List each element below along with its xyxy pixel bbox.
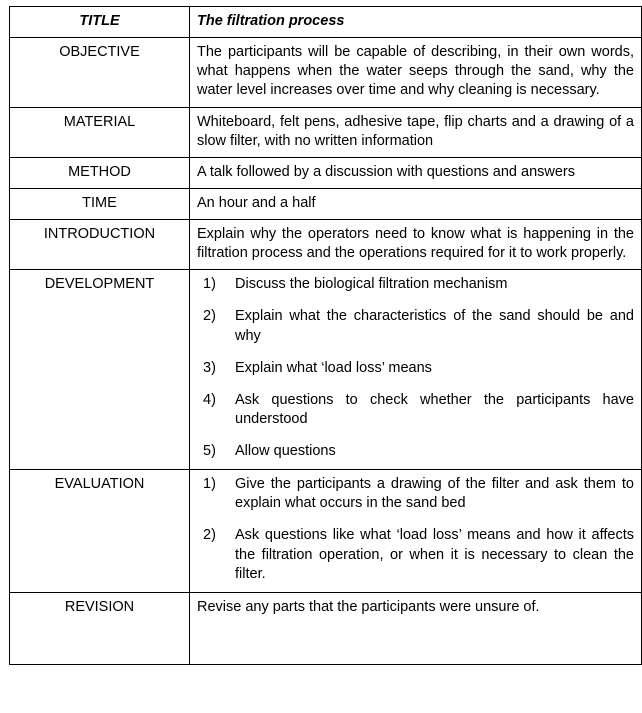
development-list [197,275,634,461]
time-text: An hour and a half [197,194,316,211]
row-label-revision: REVISION [10,592,190,664]
row-content-objective [190,38,642,107]
row-content-material [190,107,642,157]
row-label-evaluation: EVALUATION [10,470,190,593]
table-row-title [10,7,642,38]
row-label-development: DEVELOPMENT [10,270,190,470]
introduction-text: Explain why the operators need to know what is happening in the filtration process and the operations required for it to work properly. [197,226,634,262]
method-text: A talk followed by a discussion with questions and answers [197,163,576,180]
list-item: Ask questions like what ‘load loss’ means and how it affects the filtration operation, or when it is necessary to clean the filter. [235,527,634,582]
list-item: Discuss the biological filtration mechanism [235,276,508,293]
row-label-method: METHOD [10,157,190,188]
row-content-time [190,188,642,219]
list-item: Ask questions to check whether the participants have understood [235,391,634,427]
row-label-introduction: INTRODUCTION [10,220,190,270]
lesson-plan-table [9,6,642,665]
row-label-title: TITLE [10,7,190,38]
table-row-time [10,188,642,219]
list-item: Give the participants a drawing of the filter and ask them to explain what occurs in the sand bed [235,476,634,512]
objective-text: The participants will be capable of describing, in their own words, what happens when the water seeps through the sand, why the water level increases over time and why cleaning is necessary. [197,44,634,99]
table-row-revision [10,592,642,664]
table-row-introduction [10,220,642,270]
table-row-evaluation [10,470,642,593]
row-label-material: MATERIAL [10,107,190,157]
row-content-title: The filtration process [190,7,642,38]
table-row-method [10,157,642,188]
row-label-time: TIME [10,188,190,219]
table-row-material [10,107,642,157]
row-content-method [190,157,642,188]
table-body [10,7,642,665]
list-item: Explain what ‘load loss’ means [235,359,432,376]
row-content-introduction [190,220,642,270]
table-row-objective [10,38,642,107]
row-label-objective: OBJECTIVE [10,38,190,107]
row-content-development [190,270,642,470]
material-text: Whiteboard, felt pens, adhesive tape, flip charts and a drawing of a slow filter, with no written information [197,113,634,149]
row-content-evaluation [190,470,642,593]
revision-text: Revise any parts that the participants were unsure of. [197,598,540,615]
list-item: Allow questions [235,443,336,459]
table-row-development [10,270,642,470]
row-content-revision [190,592,642,664]
evaluation-list [197,475,634,584]
list-item: Explain what the characteristics of the sand should be and why [235,308,634,344]
